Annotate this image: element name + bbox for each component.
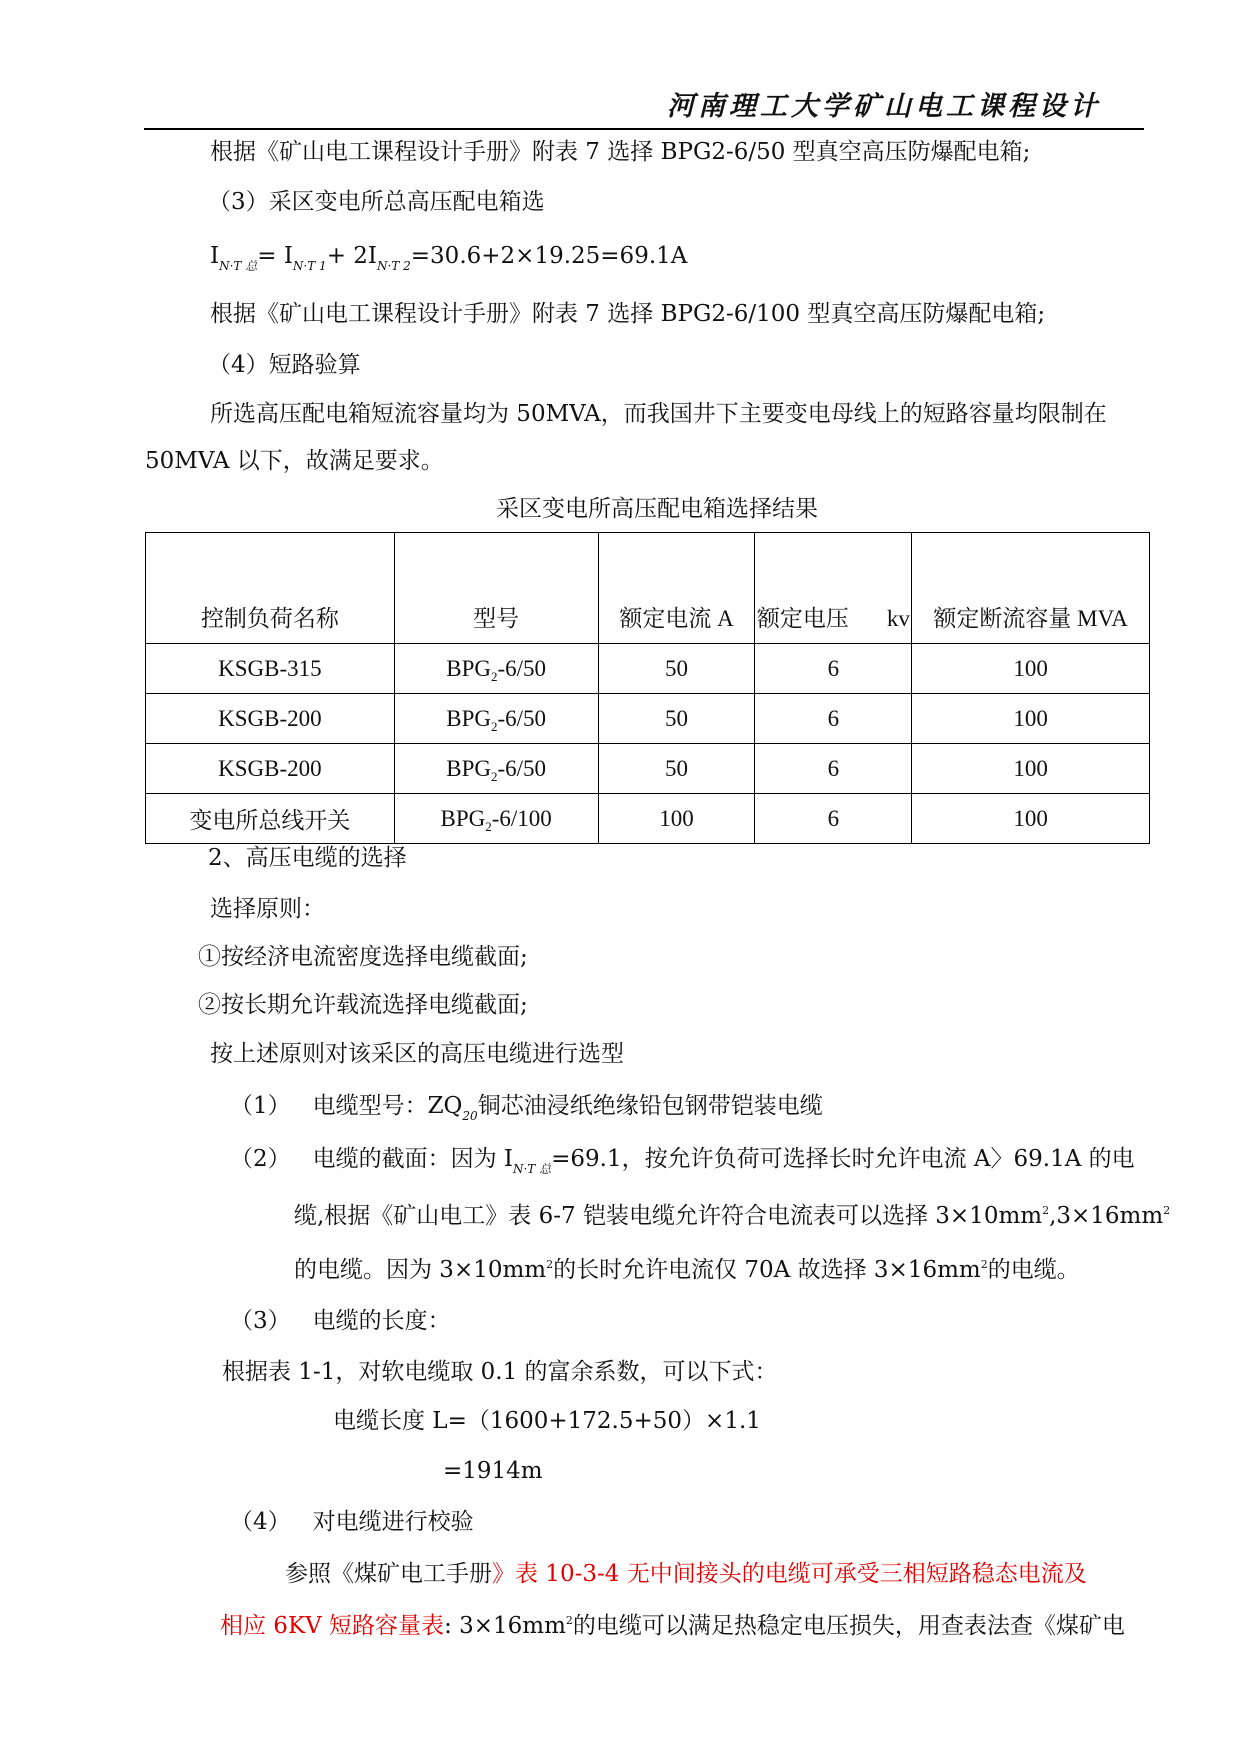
equation-3: =1914m [443,1458,543,1484]
cell-name: KSGB-200 [146,744,395,794]
result-table [145,532,1150,844]
item-4: （4） 对电缆进行校验 [230,1509,474,1535]
heading-3: （3）采区变电所总高压配电箱选 [208,189,545,215]
heading-4: （4）短路验算 [208,352,361,378]
principle-1: ①按经济电流密度选择电缆截面; [198,944,528,970]
principle-3: 按上述原则对该采区的高压电缆进行选型 [210,1041,624,1067]
paragraph-p2: 根据《矿山电工课程设计手册》附表 7 选择 BPG2-6/100 型真空高压防爆配电箱; [210,301,1046,327]
header-capacity: 额定断流容量 MVA [912,533,1150,644]
cell-name: KSGB-315 [146,644,395,694]
cell-name: KSGB-200 [146,694,395,744]
table-row [146,644,1150,694]
cell-model: $BPG_2-6/50$ [394,694,598,744]
cell-current: 50 [598,694,755,744]
paragraph-p6: 相应 6KV 短路容量表: $3\times 16mm^2$的电缆可以满足热稳定电压损失，用查表法查《煤矿电 [220,1613,1125,1639]
paragraph-p3a: 所选高压配电箱短流容量均为 50MVA，而我国井下主要变电母线上的短路容量均限制在 [210,401,1107,427]
paragraph-p1: 根据《矿山电工课程设计手册》附表 7 选择 BPG2-6/50 型真空高压防爆配电箱; [210,139,1031,165]
equation-2: 电缆长度 L=（1600+172.5+50）×1.1 [333,1408,761,1434]
cell-model: $BPG_2-6/50$ [394,744,598,794]
header-voltage: 额定电压 kv [755,533,912,644]
table-row [146,744,1150,794]
cell-name: 变电所总线开关 [146,794,395,844]
table-row [146,694,1150,744]
header-current: 额定电流 A [598,533,755,644]
cell-voltage: 6 [755,744,912,794]
principle-label: 选择原则： [210,896,325,922]
header-model: 型号 [394,533,598,644]
cell-current: 50 [598,744,755,794]
principle-2: ②按长期允许载流选择电缆截面; [198,992,528,1018]
cell-capacity: 100 [912,644,1150,694]
cell-voltage: 6 [755,794,912,844]
cell-capacity: 100 [912,694,1150,744]
header-title: 河南理工大学矿山电工课程设计 [667,91,1101,122]
section-2-heading: 2、高压电缆的选择 [208,845,407,871]
item-2-line-2: 缆,根据《矿山电工》表 6-7 铠装电缆允许符合电流表可以选择 $3\times 10mm^2,3\times 16mm^2$ [294,1203,1171,1229]
cell-capacity: 100 [912,744,1150,794]
paragraph-p5: 参照《煤矿电工手册》表 10-3-4 无中间接头的电缆可承受三相短路稳态电流及 [285,1561,1087,1587]
item-1: （1） 电缆型号：$ZQ_{20}$铜芯油浸纸绝缘铅包钢带铠装电缆 [230,1093,823,1123]
item-2: （2） 电缆的截面：因为 $I_{N\cdot T 总}=69.1$，按允许负荷可选择长时允许电流 A〉69.1A 的电 [230,1146,1135,1176]
cell-model: $BPG_2-6/100$ [394,794,598,844]
cell-current: 50 [598,644,755,694]
item-3: （3） 电缆的长度： [230,1308,451,1334]
paragraph-p4: 根据表 1-1，对软电缆取 0.1 的富余系数，可以下式： [222,1359,778,1385]
cell-current: 100 [598,794,755,844]
table-row [146,794,1150,844]
header-rule [144,128,1144,130]
cell-capacity: 100 [912,794,1150,844]
paragraph-p3b: 50MVA 以下，故满足要求。 [145,448,444,474]
table-caption: 采区变电所高压配电箱选择结果 [496,496,818,522]
equation-1: $I_{N\cdot T 总}= I_{N\cdot T 1}+ 2I_{N\cdot T 2}=30.6+2\times 19.25=69.1A$ [210,243,688,273]
cell-voltage: 6 [755,694,912,744]
item-2-line-3: 的电缆。因为 $3\times 10mm^2$的长时允许电流仅 70A 故选择 $3\times 16mm^2$的电缆。 [294,1257,1080,1283]
cell-model: $BPG_2-6/50$ [394,644,598,694]
cell-voltage: 6 [755,644,912,694]
table-header-row [146,533,1150,644]
header-load-name: 控制负荷名称 [146,533,395,644]
